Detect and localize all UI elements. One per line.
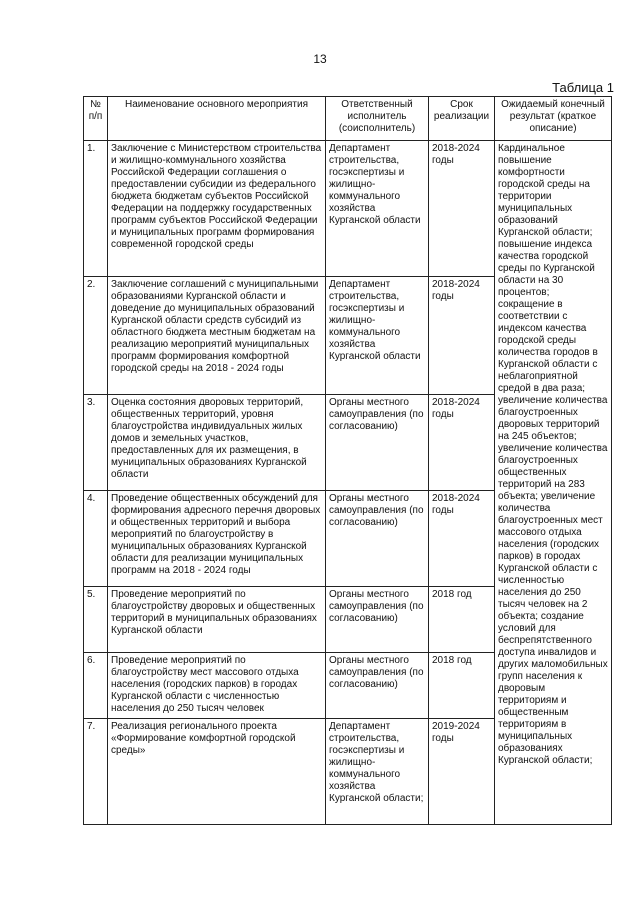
row-name: Проведение общественных обсуждений для формирования адресного перечня дворовых и общественных территорий и выбора мероприятий по благоустройству в муниципальных образованиях Курганской области для реализации муниципальных программ на 2018 - 2024 годы — [108, 491, 326, 587]
row-name: Проведение мероприятий по благоустройству дворовых и общественных территорий в муниципальных образованиях Курганской области — [108, 587, 326, 653]
row-executor: Департамент строительства, госэкспертизы и жилищно-коммунального хозяйства Курганской области — [326, 277, 429, 395]
row-term: 2018-2024 годы — [429, 141, 495, 277]
row-term: 2018-2024 годы — [429, 395, 495, 491]
measures-table — [83, 96, 612, 825]
row-term: 2018-2024 годы — [429, 491, 495, 587]
row-executor: Департамент строительства, госэкспертизы и жилищно-коммунального хозяйства Курганской области — [326, 141, 429, 277]
row-term: 2018-2024 годы — [429, 277, 495, 395]
table-row — [84, 141, 612, 277]
table-label: Таблица 1 — [552, 80, 614, 95]
header-term: Срок реализации — [429, 97, 495, 141]
row-num: 4. — [84, 491, 108, 587]
row-name: Оценка состояния дворовых территорий, общественных территорий, уровня благоустройства индивидуальных жилых домов и земельных участков, предоставленных для их размещения, в муниципальных образованиях Курганской области — [108, 395, 326, 491]
row-name: Реализация регионального проекта «Формирование комфортной городской среды» — [108, 719, 326, 825]
row-name: Проведение мероприятий по благоустройству мест массового отдыха населения (городских парков) в городах Курганской области с численностью населения до 250 тысяч человек — [108, 653, 326, 719]
page-number: 13 — [313, 52, 327, 66]
row-num: 5. — [84, 587, 108, 653]
expected-result: Кардинальное повышение комфортности городской среды на территории муниципальных образований Курганской области; повышение индекса качества городской среды по Курганской области на 30 процентов; сокращение в соответствии с индексом качества городской среды количества городов в Курганской области с неблагоприятной средой в два раза; увеличение количества благоустроенных дворовых территорий на 245 объектов; увеличение количества благоустроенных общественных территорий на 283 объекта; увеличение количества благоустроенных мест массового отдыха населения (городских парков) в городах Курганской области с численностью населения до 250 тысяч человек на 2 объекта; создание условий для беспрепятственного доступа инвалидов и других маломобильных групп населения к дворовым территориям и общественным территориям в муниципальных образованиях Курганской области; — [495, 141, 612, 825]
row-executor: Органы местного самоуправления (по согласованию) — [326, 587, 429, 653]
header-row — [84, 97, 612, 141]
row-term: 2018 год — [429, 587, 495, 653]
row-num: 1. — [84, 141, 108, 277]
header-name: Наименование основного мероприятия — [108, 97, 326, 141]
row-name: Заключение соглашений с муниципальными образованиями Курганской области и доведение до муниципальных образований Курганской области средств субсидий из областного бюджета местным бюджетам на реализацию мероприятий муниципальных программ формирования комфортной городской среды на 2018 - 2024 годы — [108, 277, 326, 395]
row-executor: Органы местного самоуправления (по согласованию) — [326, 653, 429, 719]
row-name: Заключение с Министерством строительства и жилищно-коммунального хозяйства Российской Федерации соглашения о предоставлении субсидии из федерального бюджета бюджетам субъектов Российской Федерации на поддержку государственных программ субъектов Российской Федерации и муниципальных программ формирования современной городской среды — [108, 141, 326, 277]
row-executor: Органы местного самоуправления (по согласованию) — [326, 395, 429, 491]
row-term: 2018 год — [429, 653, 495, 719]
header-result: Ожидаемый конечный результат (краткое описание) — [495, 97, 612, 141]
row-term: 2019-2024 годы — [429, 719, 495, 825]
row-executor: Департамент строительства, госэкспертизы и жилищно-коммунального хозяйства Курганской области; — [326, 719, 429, 825]
row-num: 7. — [84, 719, 108, 825]
row-num: 6. — [84, 653, 108, 719]
row-executor: Органы местного самоуправления (по согласованию) — [326, 491, 429, 587]
header-num: № п/п — [84, 97, 108, 141]
row-num: 3. — [84, 395, 108, 491]
header-executor: Ответственный исполнитель (соисполнитель) — [326, 97, 429, 141]
row-num: 2. — [84, 277, 108, 395]
